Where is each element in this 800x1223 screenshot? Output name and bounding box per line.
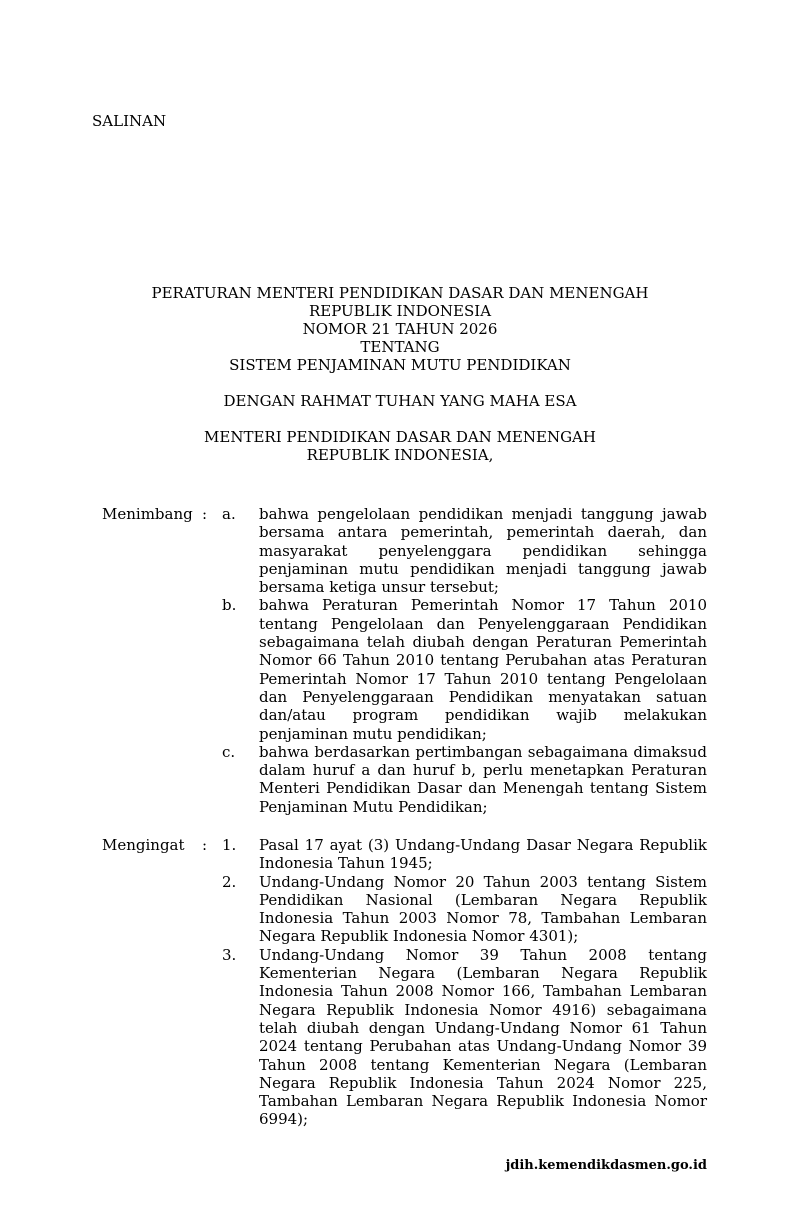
title-line-4: TENTANG	[360, 338, 440, 356]
item-text: bahwa berdasarkan pertimbangan sebagaimana dimaksud dalam huruf a dan huruf b, perlu menetapkan Peraturan Menteri Pendidikan Dasar dan Menengah tentang Sistem Penjaminan Mutu Pendidikan;	[259, 742, 707, 816]
regulation-title-block	[0, 284, 800, 464]
item-marker: c.	[222, 742, 236, 761]
invocation-line: DENGAN RAHMAT TUHAN YANG MAHA ESA	[223, 392, 577, 410]
mengingat-label: Mengingat	[102, 836, 185, 854]
mengingat-section	[0, 836, 800, 1129]
footer-url[interactable]: jdih.kemendikdasmen.go.id	[505, 1158, 707, 1173]
mengingat-item-3	[0, 946, 800, 1129]
menimbang-label: Menimbang	[102, 505, 193, 523]
menimbang-item-a	[0, 505, 800, 596]
title-line-1: PERATURAN MENTERI PENDIDIKAN DASAR DAN MENENGAH	[151, 284, 649, 302]
title-line-3: NOMOR 21 TAHUN 2026	[302, 320, 498, 338]
item-text: bahwa pengelolaan pendidikan menjadi tanggung jawab bersama antara pemerintah, pemerintah daerah, dan masyarakat penyelenggara pendidikan sehingga penjaminan mutu pendidikan menjadi tanggung jawab bersama ketiga unsur tersebut;	[259, 505, 707, 597]
copy-label: SALINAN	[92, 112, 167, 130]
mengingat-item-2	[0, 873, 800, 946]
item-text: Undang-Undang Nomor 20 Tahun 2003 tentang Sistem Pendidikan Nasional (Lembaran Negara Republik Indonesia Tahun 2003 Nomor 78, Tambahan Lembaran Negara Republik Indonesia Nomor 4301);	[259, 872, 707, 946]
mengingat-colon: :	[202, 836, 208, 854]
item-marker: a.	[222, 505, 236, 523]
mengingat-item-1	[0, 836, 800, 873]
authority-line-2: REPUBLIK INDONESIA,	[306, 446, 494, 464]
item-marker: 3.	[222, 945, 237, 964]
title-line-5: SISTEM PENJAMINAN MUTU PENDIDIKAN	[229, 356, 571, 374]
authority-line-1: MENTERI PENDIDIKAN DASAR DAN MENENGAH	[204, 428, 596, 446]
menimbang-item-c	[0, 743, 800, 816]
menimbang-item-b	[0, 596, 800, 742]
item-text: bahwa Peraturan Pemerintah Nomor 17 Tahun 2010 tentang Pengelolaan dan Penyelenggaraan Pendidikan sebagaimana telah diubah dengan Peraturan Pemerintah Nomor 66 Tahun 2010 tentang Perubahan atas Peraturan Pemerintah Nomor 17 Tahun 2010 tentang Pengelolaan dan Penyelenggaraan Pendidikan menyatakan satuan dan/atau program pendidikan wajib melakukan penjaminan mutu pendidikan;	[259, 596, 707, 743]
item-text: Pasal 17 ayat (3) Undang-Undang Dasar Negara Republik Indonesia Tahun 1945;	[259, 836, 707, 873]
item-marker: b.	[222, 596, 237, 615]
menimbang-section	[0, 505, 800, 816]
title-line-2: REPUBLIK INDONESIA	[308, 302, 492, 320]
menimbang-colon: :	[202, 505, 208, 523]
item-marker: 2.	[222, 872, 237, 891]
item-text: Undang-Undang Nomor 39 Tahun 2008 tentang Kementerian Negara (Lembaran Negara Republik Indonesia Tahun 2008 Nomor 166, Tambahan Lembaran Negara Republik Indonesia Nomor 4916) sebagaimana telah diubah dengan Undang-Undang Nomor 61 Tahun 2024 tentang Perubahan atas Undang-Undang Nomor 39 Tahun 2008 tentang Kementerian Negara (Lembaran Negara Republik Indonesia Tahun 2024 Nomor 225, Tambahan Lembaran Negara Republik Indonesia Nomor 6994);	[259, 945, 707, 1129]
item-marker: 1.	[222, 836, 237, 854]
